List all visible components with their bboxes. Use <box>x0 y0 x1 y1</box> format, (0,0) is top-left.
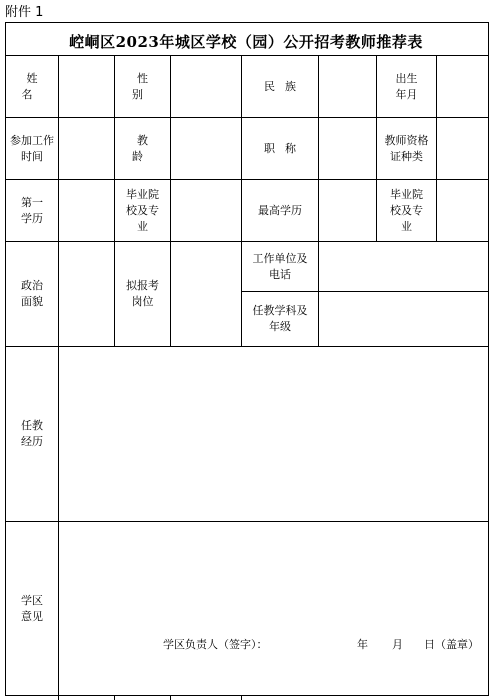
value-ethnicity[interactable] <box>318 55 377 118</box>
value-birth[interactable] <box>436 55 489 118</box>
column-tick <box>114 696 115 700</box>
label-position: 拟报考岗位 <box>114 241 171 347</box>
label-first-degree: 第一学历 <box>5 179 59 242</box>
value-workplace[interactable] <box>318 241 489 292</box>
label-grad-school-2: 毕业院校及专业 <box>376 179 437 242</box>
label-opinion: 学区意见 <box>5 521 59 696</box>
label-grad-school: 毕业院校及专业 <box>114 179 171 242</box>
label-birth: 出生年月 <box>376 55 437 118</box>
day-seal-label: 日（盖章） <box>424 638 479 651</box>
label-highest-degree: 最高学历 <box>241 179 319 242</box>
value-work-start[interactable] <box>58 117 115 180</box>
label-teaching-years: 教龄 <box>114 117 171 180</box>
value-gender[interactable] <box>170 55 242 118</box>
value-politics[interactable] <box>58 241 115 347</box>
signer-label: 学区负责人（签字）： <box>163 638 268 651</box>
value-history[interactable] <box>58 346 489 522</box>
value-grad-school[interactable] <box>170 179 242 242</box>
label-politics: 政治面貌 <box>5 241 59 347</box>
label-ethnicity: 民族 <box>241 55 319 118</box>
column-tick <box>170 696 171 700</box>
month-label: 月 <box>392 638 403 651</box>
label-title: 职称 <box>241 117 319 180</box>
column-tick <box>241 696 242 700</box>
label-work-start: 参加工作时间 <box>5 117 59 180</box>
value-cert-type[interactable] <box>436 117 489 180</box>
value-subject[interactable] <box>318 291 489 347</box>
label-workplace: 工作单位及电话 <box>241 241 319 292</box>
label-name: 姓名 <box>5 55 59 118</box>
value-highest-degree[interactable] <box>318 179 377 242</box>
label-gender: 性别 <box>114 55 171 118</box>
form-title: 崆峒区2023年城区学校（园）公开招考教师推荐表 <box>69 33 423 51</box>
value-opinion[interactable] <box>58 521 489 696</box>
column-tick <box>58 696 59 700</box>
value-position[interactable] <box>170 241 242 347</box>
attachment-label: 附件 1 <box>5 5 44 20</box>
year-label: 年 <box>357 638 368 651</box>
value-grad-school-2[interactable] <box>436 179 489 242</box>
label-cert-type: 教师资格证种类 <box>376 117 437 180</box>
value-name[interactable] <box>58 55 115 118</box>
value-first-degree[interactable] <box>58 179 115 242</box>
value-title[interactable] <box>318 117 377 180</box>
label-subject: 任教学科及年级 <box>241 291 319 347</box>
label-history: 任教经历 <box>5 346 59 522</box>
value-teaching-years[interactable] <box>170 117 242 180</box>
